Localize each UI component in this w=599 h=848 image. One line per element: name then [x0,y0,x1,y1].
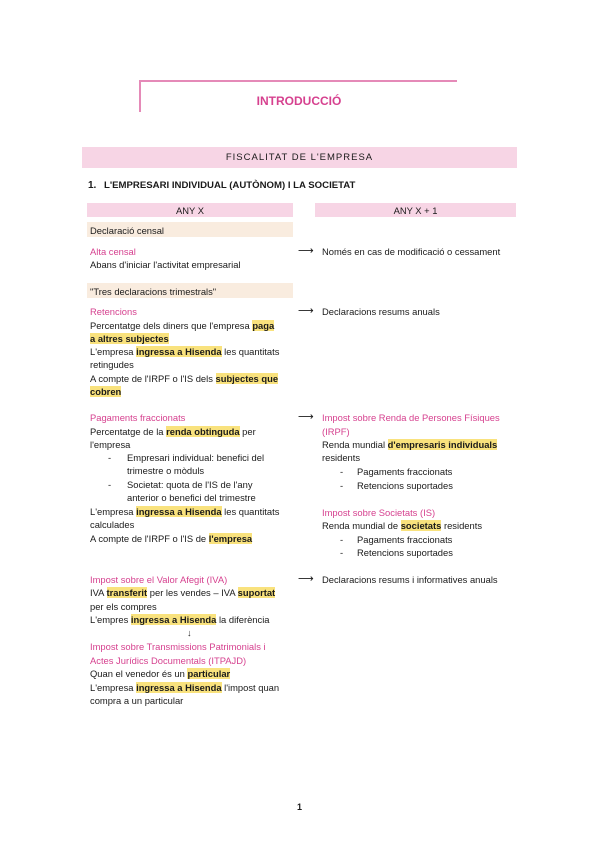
irpf-title-1: Impost sobre Renda de Persones Físiques [322,412,500,423]
alta-censal-right: Només en cas de modificació o cessament [322,246,501,257]
text-run: Percentatge de la [90,426,167,437]
irpf-line-1 [322,438,497,451]
pagaments-sub-1b: trimestre o mòduls [127,465,205,476]
text-run: residents [441,520,483,531]
text-run: les quantitats [221,506,280,517]
page-number: 1 [296,802,302,812]
text-run: l'impost quan [221,682,280,693]
section-heading: L'EMPRESARI INDIVIDUAL (AUTÒNOM) I LA SOCIETAT [104,180,356,191]
retencions-line-1 [90,319,274,332]
text-run: L'empres [90,614,131,625]
irpf-dash-1: - [340,466,344,477]
title-frame-top-line [139,80,457,82]
text-run: A compte de l'IRPF o l'IS dels [90,373,216,384]
retencions-line-4: retingudes [90,359,134,370]
text-run: per [239,426,256,437]
declaracio-censal-label: Declaració censal [90,225,164,236]
irpf-line-2: residents [322,452,361,463]
highlight-subjectes: subjectes que [215,373,279,384]
text-run: IVA [90,587,107,598]
highlight-suportat: suportat [237,587,276,598]
retencions-line-3 [90,345,279,358]
pagaments-sub-2a: Societat: quota de l'IS de l'any [127,479,253,490]
down-arrow: ↓ [187,627,192,638]
col-right-header: ANY X + 1 [393,205,438,216]
highlight-transferit: transferit [106,587,148,598]
text-run: L'empresa [90,682,137,693]
itpajd-line-2 [90,681,279,694]
arrow-1: ⟶ [298,245,314,257]
pagaments-line-1 [90,425,288,438]
highlight-ingressa: ingressa a Hisenda [136,346,222,357]
irpf-title-2: (IRPF) [322,426,350,437]
irpf-dash-2: - [340,480,344,491]
pagaments-line-2: l'empresa [90,439,131,450]
text-run: L'empresa [90,346,137,357]
arrow-4: ⟶ [298,573,314,585]
dash-2: - [108,479,112,490]
text-run: Renda mundial de [322,520,401,531]
iva-line-1 [90,586,275,599]
pagaments-sub-1a: Empresari individual: benefici del [127,452,265,463]
pagaments-title: Pagaments fraccionats [90,412,186,423]
col-left-header: ANY X [176,205,204,216]
pagaments-line-3 [90,505,279,518]
text-run: per les vendes – IVA [147,587,238,598]
pagaments-sub-2b: anterior o benefici del trimestre [127,492,256,503]
text-run: Percentatge dels diners que l'empresa [90,320,253,331]
highlight-renda: renda obtinguda [166,426,240,437]
highlight-empresaris: d'empresaris individuals [387,439,498,450]
tres-declaracions-label: "Tres declaracions trimestrals" [90,286,217,297]
text-run: Renda mundial [322,439,388,450]
iva-right: Declaracions resums i informatives anuals [322,574,498,585]
pagaments-line-5 [90,532,252,545]
highlight-ingressa: ingressa a Hisenda [136,506,222,517]
retencions-line-5 [90,372,278,385]
irpf-item-1: Pagaments fraccionats [357,466,453,477]
highlight-empresa: l'empresa [208,533,253,544]
itpajd-line-3: compra a un particular [90,695,184,706]
itpajd-title-1: Impost sobre Transmissions Patrimonials i [90,641,266,652]
highlight-altres-subjectes: a altres subjectes [90,333,169,344]
retencions-line-2 [90,332,169,345]
is-dash-1: - [340,534,344,545]
text-run: la diferència [216,614,270,625]
highlight-ingressa: ingressa a Hisenda [130,614,217,625]
is-item-2: Retencions suportades [357,547,453,558]
highlight-particular: particular [187,668,231,679]
itpajd-title-2: Actes Jurídics Documentals (ITPAJD) [90,655,247,666]
retencions-title: Retencions [90,306,137,317]
highlight-paga: paga [252,320,275,331]
is-dash-2: - [340,547,344,558]
text-run: L'empresa [90,506,137,517]
itpajd-line-1 [90,667,230,680]
section-band-label: FISCALITAT DE L'EMPRESA [225,152,374,163]
section-heading-number: 1. [88,180,97,191]
pagaments-line-4: calculades [90,519,135,530]
highlight-societats: societats [400,520,442,531]
text-run: Quan el venedor és un [90,668,188,679]
is-title: Impost sobre Societats (IS) [322,507,436,518]
iva-line-3 [90,613,270,626]
highlight-cobren: cobren [90,386,122,397]
is-line-1 [322,519,482,532]
arrow-3: ⟶ [298,411,314,423]
alta-censal-title: Alta censal [90,246,136,257]
highlight-ingressa: ingressa a Hisenda [136,682,222,693]
text-run: A compte de l'IRPF o l'IS de [90,533,209,544]
iva-title: Impost sobre el Valor Afegit (IVA) [90,574,228,585]
text-run: les quantitats [221,346,280,357]
is-item-1: Pagaments fraccionats [357,534,453,545]
retencions-right: Declaracions resums anuals [322,306,440,317]
irpf-item-2: Retencions suportades [357,480,453,491]
iva-line-2: per els compres [90,601,157,612]
page-title: INTRODUCCIÓ [256,94,342,108]
dash-1: - [108,452,112,463]
alta-censal-text: Abans d'iniciar l'activitat empresarial [90,259,241,270]
arrow-2: ⟶ [298,305,314,317]
retencions-line-6 [90,385,121,398]
